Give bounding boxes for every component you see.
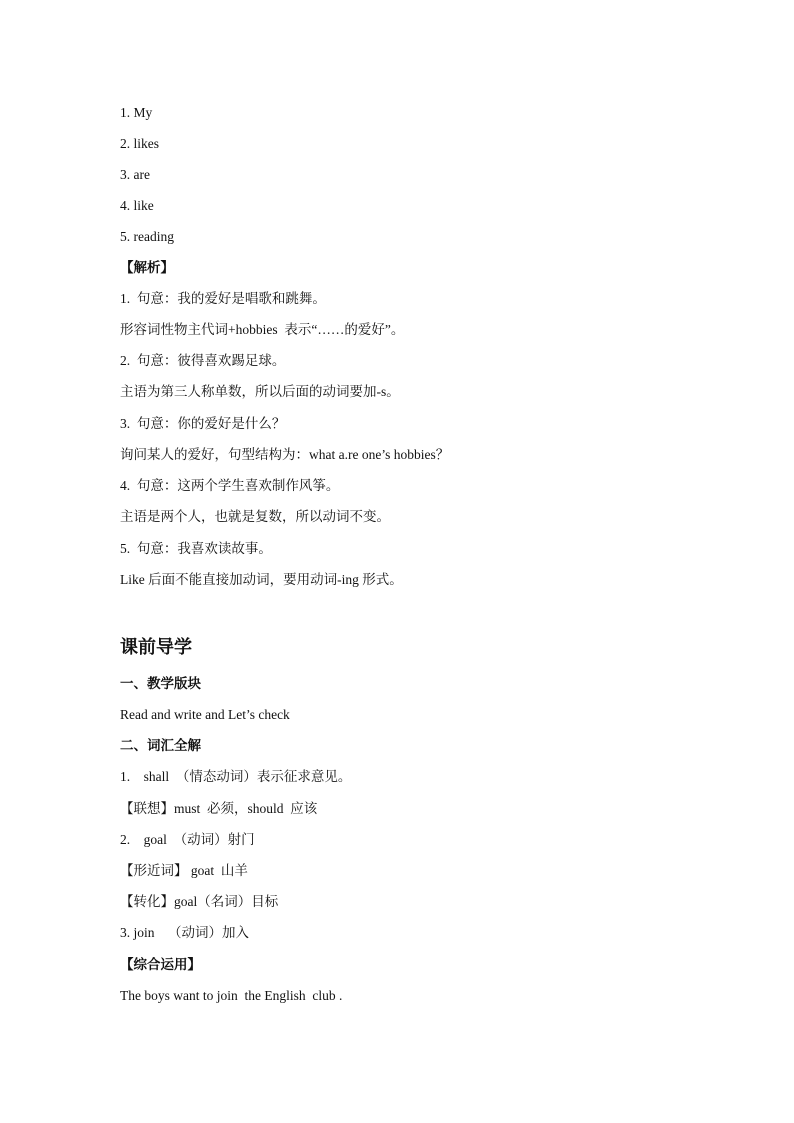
analysis-label: 【解析】	[120, 260, 174, 275]
vocab-line: 【转化】goal（名词）目标	[120, 894, 279, 909]
analysis-line: 2. 句意：彼得喜欢踢足球。	[120, 353, 286, 368]
vocab-line: 2. goal （动词）射门	[120, 832, 255, 847]
answer-1: 1. My	[120, 105, 153, 120]
analysis-line: 3. 句意：你的爱好是什么？	[120, 416, 286, 431]
section-title: 课前导学	[120, 637, 192, 657]
vocab-line: 【联想】must 必须，should 应该	[120, 801, 318, 816]
analysis-line: 5. 句意：我喜欢读故事。	[120, 541, 272, 556]
vocab-line: 【综合运用】	[120, 957, 201, 972]
answer-3: 3. are	[120, 167, 150, 182]
analysis-line: 主语是两个人，也就是复数，所以动词不变。	[120, 509, 390, 524]
answer-5: 5. reading	[120, 229, 174, 244]
analysis-line: 主语为第三人称单数，所以后面的动词要加-s。	[120, 384, 400, 399]
teaching-text: Read and write and Let’s check	[120, 707, 290, 722]
teaching-label: 一、教学版块	[120, 676, 201, 691]
vocab-line: 【形近词】 goat 山羊	[120, 863, 248, 878]
analysis-line: 询问某人的爱好，句型结构为：what a.re one’s hobbies？	[120, 447, 450, 462]
analysis-line: 形容词性物主代词+hobbies 表示“……的爱好”。	[120, 322, 405, 337]
answer-4: 4. like	[120, 198, 154, 213]
vocab-line: The boys want to join the English club .	[120, 988, 343, 1003]
answer-2: 2. likes	[120, 136, 159, 151]
vocab-line: 1. shall （情态动词）表示征求意见。	[120, 769, 352, 784]
analysis-line: 4. 句意：这两个学生喜欢制作风筝。	[120, 478, 340, 493]
analysis-line: 1. 句意：我的爱好是唱歌和跳舞。	[120, 291, 326, 306]
vocab-line: 3. join （动词）加入	[120, 925, 250, 940]
analysis-line: Like 后面不能直接加动词，要用动词-ing 形式。	[120, 572, 403, 587]
vocab-label: 二、词汇全解	[120, 738, 201, 753]
